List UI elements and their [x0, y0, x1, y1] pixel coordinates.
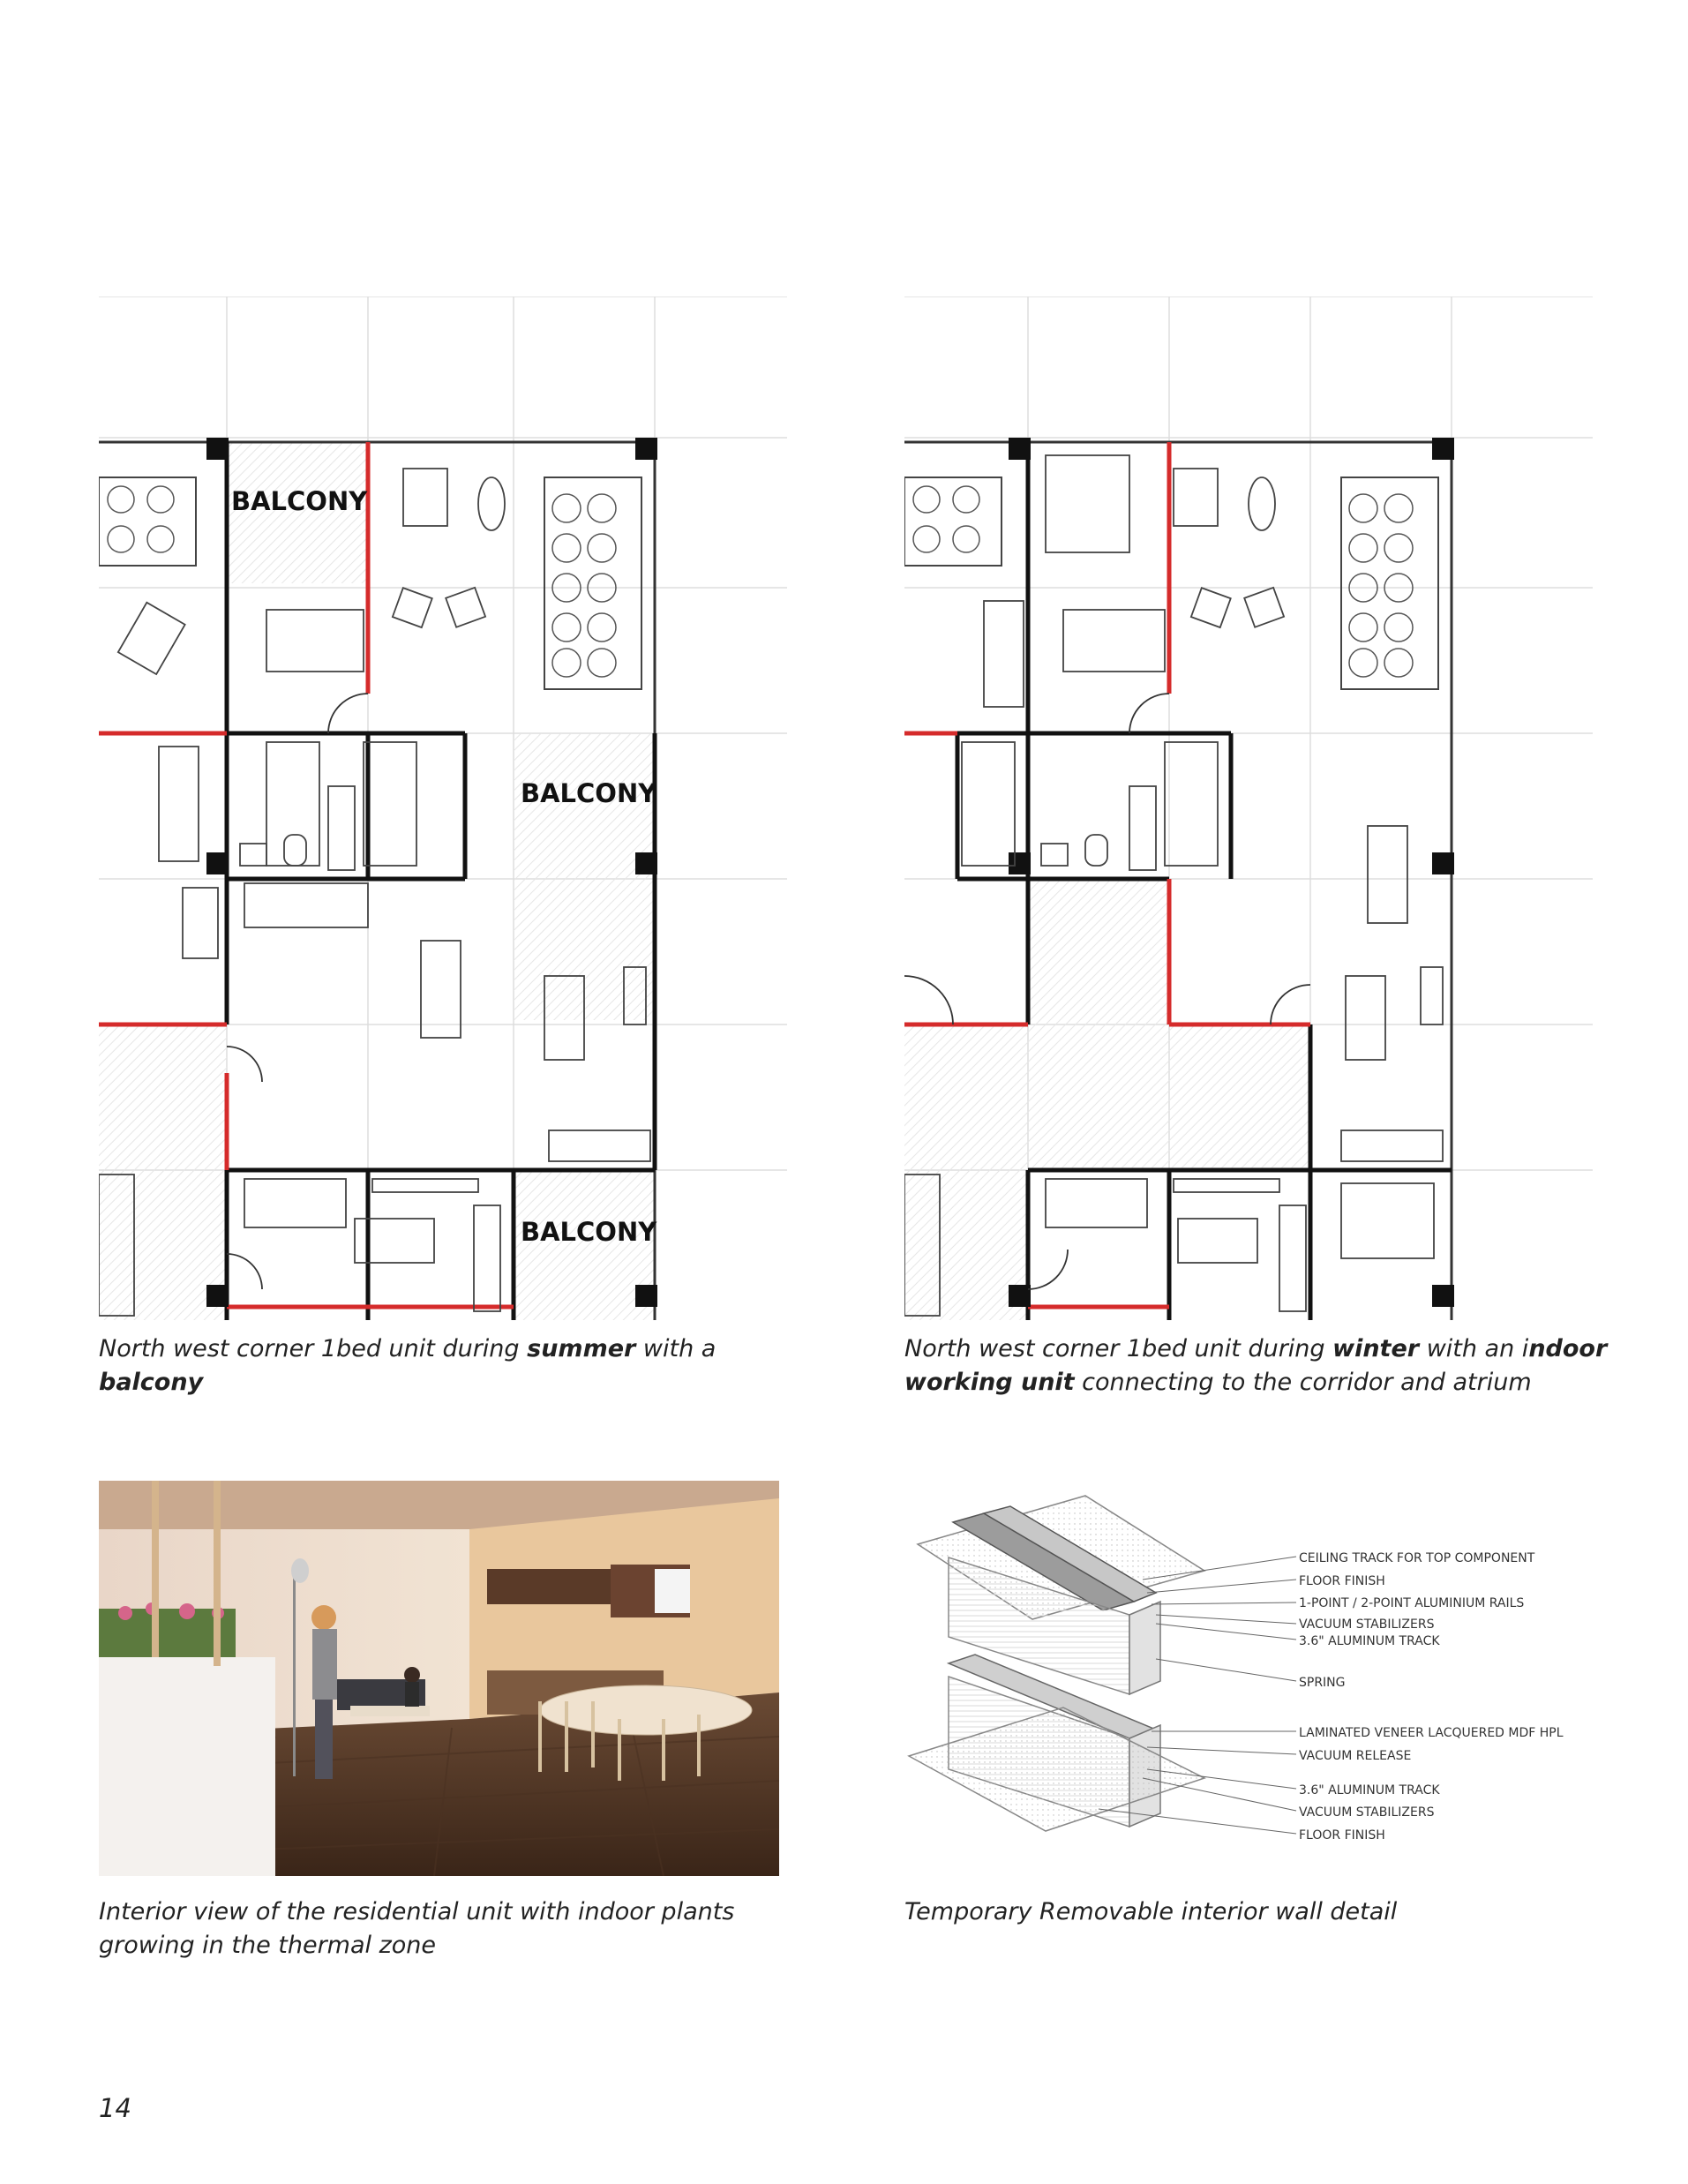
detail-label-11: FLOOR FINISH [1299, 1828, 1385, 1843]
detail-caption [904, 1895, 1610, 1929]
detail-label-1: CEILING TRACK FOR TOP COMPONENT [1299, 1551, 1535, 1565]
detail-label-5: 3.6" ALUMINUM TRACK [1299, 1634, 1440, 1648]
summer-floor-plan [99, 296, 787, 1320]
interior-caption-line-1: Interior view of the residential unit with indoor plants [99, 1898, 735, 1925]
interior-caption-line-2: growing in the thermal zone [99, 1932, 437, 1959]
winter-floor-plan [904, 296, 1593, 1320]
winter-caption-bold-3: working unit [904, 1369, 1075, 1396]
winter-caption-bold-1: winter [1332, 1335, 1420, 1362]
summer-plan-caption [99, 1332, 805, 1400]
detail-label-9: 3.6" ALUMINUM TRACK [1299, 1783, 1440, 1797]
detail-label-3: 1-POINT / 2-POINT ALUMINIUM RAILS [1299, 1596, 1525, 1610]
summer-caption-bold-1: summer [527, 1335, 636, 1362]
detail-label-7: LAMINATED VENEER LACQUERED MDF HPL [1299, 1726, 1564, 1740]
winter-caption-rest: connecting to the corridor and atrium [1074, 1369, 1532, 1396]
wall-detail-diagram [904, 1491, 1593, 1862]
detail-label-10: VACUUM STABILIZERS [1299, 1805, 1435, 1820]
detail-label-4: VACUUM STABILIZERS [1299, 1617, 1435, 1632]
winter-plan-caption [904, 1332, 1610, 1400]
detail-caption-text: Temporary Removable interior wall detail [904, 1898, 1398, 1925]
detail-label-2: FLOOR FINISH [1299, 1574, 1385, 1588]
detail-label-8: VACUUM RELEASE [1299, 1749, 1412, 1763]
summer-caption-mid: with a [635, 1335, 716, 1362]
balcony-label-2: BALCONY [521, 778, 657, 808]
winter-caption-mid: with an i [1419, 1335, 1529, 1362]
interior-render-image [99, 1481, 779, 1876]
winter-caption-pre: North west corner 1bed unit during [904, 1335, 1333, 1362]
page-number: 14 [99, 2093, 131, 2123]
interior-caption [99, 1895, 805, 1963]
balcony-label-1: BALCONY [231, 486, 368, 516]
detail-label-6: SPRING [1299, 1676, 1346, 1690]
balcony-label-3: BALCONY [521, 1217, 657, 1247]
summer-caption-bold-2: balcony [99, 1369, 204, 1396]
summer-caption-pre: North west corner 1bed unit during [99, 1335, 528, 1362]
winter-caption-bold-2: ndoor [1528, 1335, 1608, 1362]
